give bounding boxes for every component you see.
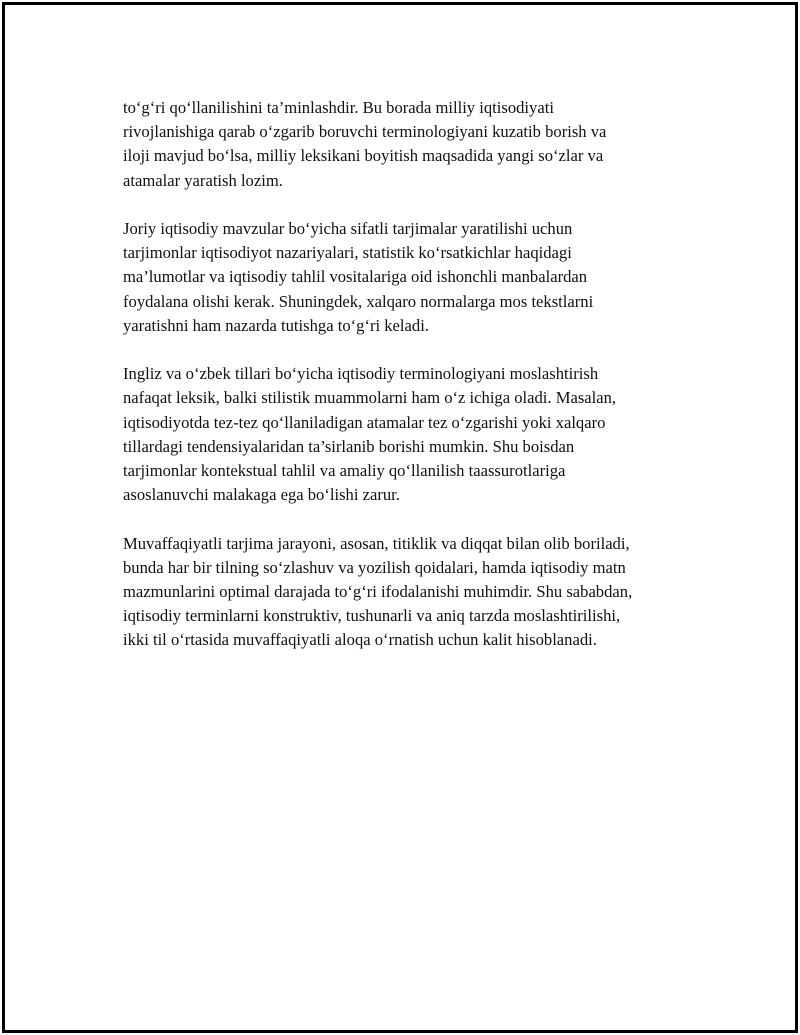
paragraph-2: Joriy iqtisodiy mavzular bo‘yicha sifatli tarjimalar yaratilishi uchun tarjimonlar iqtisodiyot nazariyalari, statistik ko‘rsatkichlar haqidagi ma’lumotlar va iqtisodiy tahlil vositalariga oid ishonchli manbalardan foydalana olishi kerak. Shuningdek, xalqaro normalarga mos tekstlarni yaratishni ham nazarda tutishga to‘g‘ri keladi. (123, 219, 594, 335)
document-body (123, 96, 703, 653)
paragraph-1: to‘g‘ri qo‘llanilishini ta’minlashdir. Bu borada milliy iqtisodiyati rivojlanishiga qarab o‘zgarib boruvchi terminologiyani kuzatib borish va iloji mavjud bo‘lsa, milliy leksikani boyitish maqsadida yangi so‘zlar va atamalar yaratish lozim. (123, 98, 607, 190)
paragraph-4: Muvaffaqiyatli tarjima jarayoni, asosan, titiklik va diqqat bilan olib boriladi, bunda har bir tilning so‘zlashuv va yozilish qoidalari, hamda iqtisodiy matn mazmunlarini optimal darajada to‘g‘ri ifodalanishi muhimdir. Shu sababdan, iqtisodiy terminlarni konstruktiv, tushunarli va aniq tarzda moslashtirilishi, ikki til o‘rtasida muvaffaqiyatli aloqa o‘rnatish uchun kalit hisoblanadi. (123, 533, 633, 650)
paragraph-3: Ingliz va o‘zbek tillari bo‘yicha iqtisodiy terminologiyani moslashtirish nafaqat leksik, balki stilistik muammolarni ham o‘z ichiga oladi. Masalan, iqtisodiyotda tez-tez qo‘llaniladigan atamalar tez o‘zgarishi yoki xalqaro tillardagi tendensiyalaridan ta’sirlanib borishi mumkin. Shu boisdan tarjimonlar kontekstual tahlil va amaliy qo‘llanilish taassurotlariga asoslanuvchi malakaga ega bo‘lishi zarur. (123, 364, 617, 505)
page-frame (2, 2, 798, 1033)
